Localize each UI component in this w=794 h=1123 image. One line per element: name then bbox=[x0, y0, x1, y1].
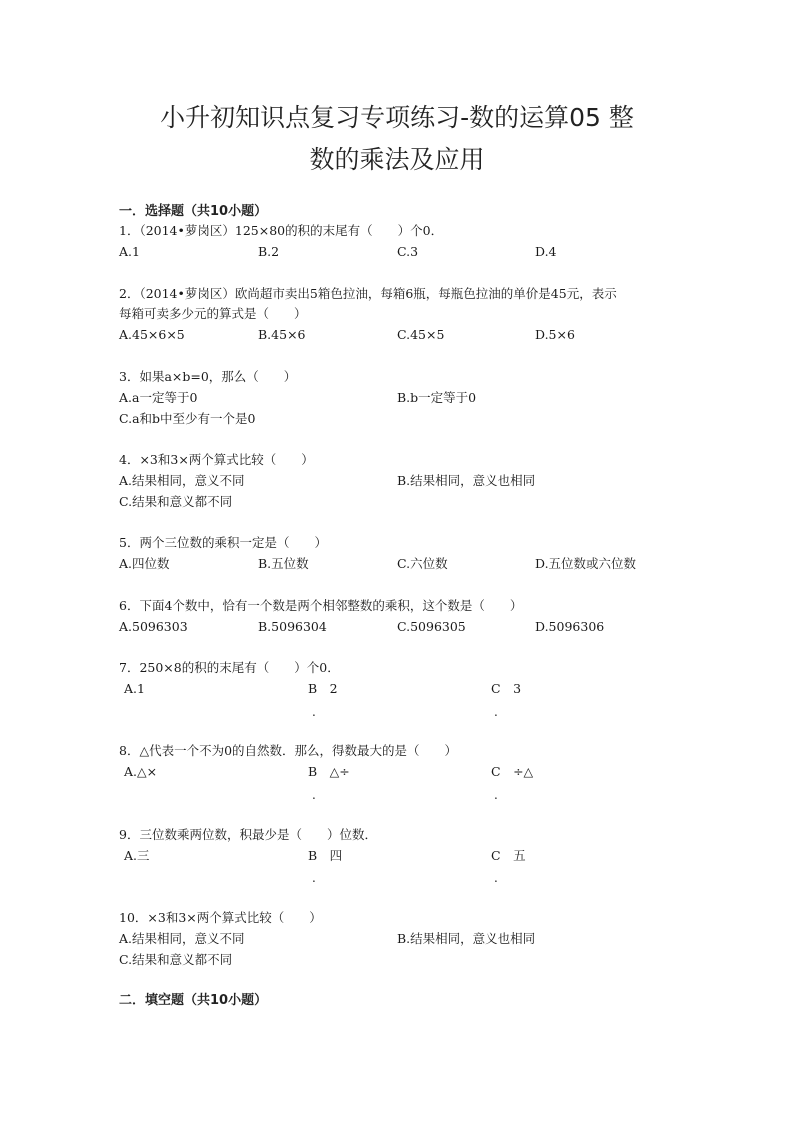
question-4-option-c: C.结果和意义都不同 bbox=[119, 494, 233, 509]
section-heading-choice: 一．选择题（共10小题） bbox=[119, 204, 268, 219]
question-3-option-b: B.b一定等于0 bbox=[397, 390, 477, 405]
question-1-stem: 1．（2014•萝岗区）125×80的积的末尾有（ ）个0． bbox=[119, 223, 444, 238]
question-8-option-b-dot: . bbox=[312, 788, 316, 802]
question-3-option-c: C.a和b中至少有一个是0 bbox=[119, 411, 256, 426]
question-7-option-a: A.1 bbox=[124, 681, 145, 696]
question-7-option-b-dot: . bbox=[312, 705, 316, 719]
question-9-option-a: A.三 bbox=[124, 848, 150, 863]
question-6-option-a: A.5096303 bbox=[119, 619, 188, 634]
page-title-line-2: 数的乘法及应用 bbox=[309, 145, 485, 174]
question-1-option-c: C.3 bbox=[397, 244, 419, 259]
question-7-option-b: B 2 bbox=[308, 681, 338, 696]
question-6-option-d: D.5096306 bbox=[535, 619, 605, 634]
question-2-option-b: B.45×6 bbox=[258, 327, 306, 342]
question-4-stem: 4．×3和3×两个算式比较（ ） bbox=[119, 452, 314, 467]
question-9-option-b: B 四 bbox=[308, 848, 343, 863]
question-5-option-d: D.五位数或六位数 bbox=[535, 556, 637, 571]
question-10-option-b: B.结果相同，意义也相同 bbox=[397, 931, 536, 946]
question-2-option-c: C.45×5 bbox=[397, 327, 445, 342]
question-1-option-a: A.1 bbox=[119, 244, 140, 259]
question-1-option-b: B.2 bbox=[258, 244, 280, 259]
question-8-option-c-dot: . bbox=[494, 788, 498, 802]
question-1-option-d: D.4 bbox=[535, 244, 557, 259]
question-2-stem-line-2: 每箱可卖多少元的算式是（ ） bbox=[119, 306, 307, 321]
question-8-option-c: C ÷△ bbox=[491, 764, 534, 779]
question-8-stem: 8．△代表一个不为0的自然数．那么，得数最大的是（ ） bbox=[119, 743, 458, 758]
question-9-option-b-dot: . bbox=[312, 871, 316, 885]
question-3-option-a: A.a一定等于0 bbox=[119, 390, 198, 405]
question-3-stem: 3．如果a×b=0，那么（ ） bbox=[119, 369, 297, 384]
question-9-option-c: C 五 bbox=[491, 848, 526, 863]
section-heading-fill-blank: 二．填空题（共10小题） bbox=[119, 993, 268, 1008]
question-5-option-a: A.四位数 bbox=[119, 556, 170, 571]
question-9-stem: 9．三位数乘两位数，积最少是（ ）位数． bbox=[119, 827, 377, 842]
question-6-stem: 6．下面4个数中，恰有一个数是两个相邻整数的乘积，这个数是（ ） bbox=[119, 598, 523, 613]
question-8-option-a: A.△× bbox=[124, 764, 158, 779]
question-9-option-c-dot: . bbox=[494, 871, 498, 885]
question-4-option-a: A.结果相同，意义不同 bbox=[119, 473, 245, 488]
question-5-option-c: C.六位数 bbox=[397, 556, 448, 571]
question-7-stem: 7．250×8的积的末尾有（ ）个0． bbox=[119, 660, 340, 675]
page-title-line-1: 小升初知识点复习专项练习-数的运算05 整 bbox=[160, 103, 634, 132]
question-6-option-b: B.5096304 bbox=[258, 619, 327, 634]
question-10-stem: 10．×3和3×两个算式比较（ ） bbox=[119, 910, 322, 925]
question-7-option-c: C 3 bbox=[491, 681, 522, 696]
question-7-option-c-dot: . bbox=[494, 705, 498, 719]
question-2-option-d: D.5×6 bbox=[535, 327, 575, 342]
question-5-option-b: B.五位数 bbox=[258, 556, 309, 571]
question-2-stem-line-1: 2．（2014•萝岗区）欧尚超市卖出5箱色拉油，每箱6瓶，每瓶色拉油的单价是45元，表示 bbox=[119, 286, 617, 301]
question-5-stem: 5．两个三位数的乘积一定是（ ） bbox=[119, 535, 327, 550]
question-10-option-c: C.结果和意义都不同 bbox=[119, 952, 233, 967]
question-2-option-a: A.45×6×5 bbox=[119, 327, 185, 342]
question-8-option-b: B △÷ bbox=[308, 764, 350, 779]
question-10-option-a: A.结果相同，意义不同 bbox=[119, 931, 245, 946]
question-6-option-c: C.5096305 bbox=[397, 619, 466, 634]
question-4-option-b: B.结果相同，意义也相同 bbox=[397, 473, 536, 488]
